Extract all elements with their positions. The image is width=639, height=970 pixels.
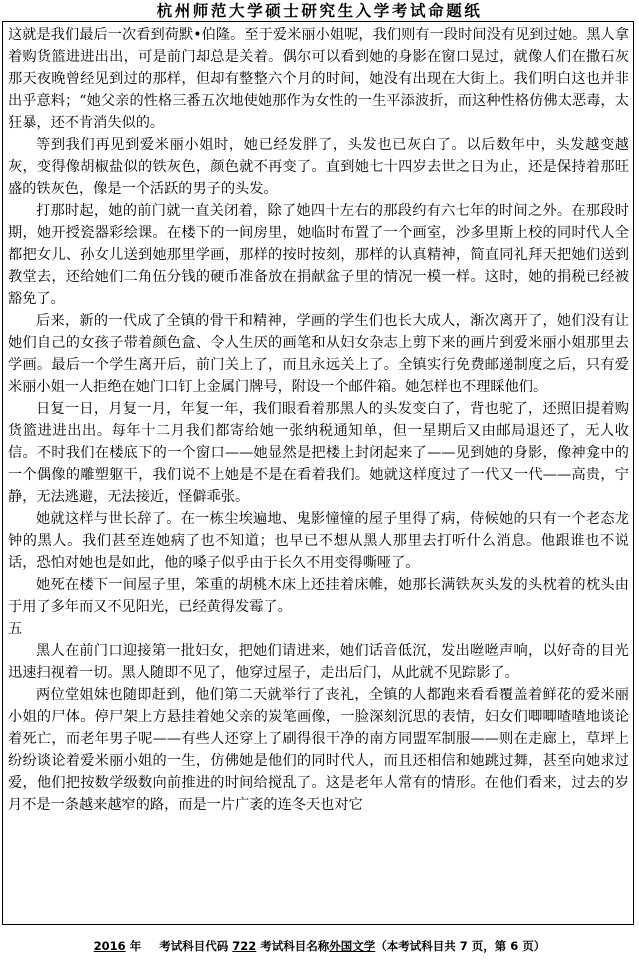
paragraph: 黑人在前门口迎接第一批妇女，把她们请进来，她们话音低沉，发出咝咝声响，以好奇的目光迅速扫视着一切。黑人随即不见了，他穿过屋子，走出后门，从此就不见踪影了。 bbox=[8, 643, 629, 681]
paragraph: 这就是我们最后一次看到荷默•伯隆。至于爱米丽小姐呢，我们则有一段时间没有见到过她。黑人拿着购货篮进进出出，可是前门却总是关着。偶尔可以看到她的身影在窗口晃过，就像人们在撒石灰那天夜晚曾经见到过的那样，但却有整整六个月的时间，她没有出现在大街上。我们明白这也并非出乎意料；“她父亲的性格三番五次地使她那作为女性的一生平添波折，而这种性格仿佛太恶毒，太狂暴，还不肯消失似的。 bbox=[8, 27, 629, 131]
paragraph: 她死在楼下一间屋子里，笨重的胡桃木床上还挂着床帷，她那长满铁灰头发的头枕着的枕头由于用了多年而又不见阳光，已经黄得发霉了。 bbox=[8, 577, 629, 615]
exam-paper-header: 杭州师范大学硕士研究生入学考试命题纸 bbox=[156, 2, 483, 20]
paragraph: 等到我们再见到爱米丽小姐时，她已经发胖了，头发也已灰白了。以后数年中，头发越变越灰，变得像胡椒盐似的铁灰色，颜色就不再变了。直到她七十四岁去世之日为止，还是保持着那旺盛的铁灰色，像是一个活跃的男子的头发。 bbox=[8, 137, 629, 197]
paragraph: 她就这样与世长辞了。在一栋尘埃遍地、鬼影憧憧的屋子里得了病，侍候她的只有一个老态龙钟的黑人。我们甚至连她病了也不知道；也早已不想从黑人那里去打听什么消息。他跟谁也不说话，恐怕对她也是如此，他的嗓子似乎由于长久不用变得嘶哑了。 bbox=[8, 511, 629, 571]
passage-body bbox=[3, 22, 633, 816]
subject-code: 722 bbox=[232, 939, 257, 953]
text-frame bbox=[2, 21, 634, 925]
paragraph: 两位堂姐妹也随即赶到，他们第二天就举行了丧礼，全镇的人都跑来看看覆盖着鲜花的爱米丽小姐的尸体。停尸架上方悬挂着她父亲的炭笔画像，一脸深刻沉思的表情，妇女们唧唧喳喳地谈论着死亡，而老年男子呢——有些人还穿上了刷得很干净的南方同盟军制服——则在走廊上，草坪上纷纷谈论着爱米丽小姐的一生，仿佛她是他们的同时代人，而且还相信和她跳过舞，甚至向她求过爱，他们把按数学级数向前推进的时间给搅乱了。这是老年人常有的情形。在他们看来，过去的岁月不是一条越来越窄的路，而是一片广袤的连冬天也对它 bbox=[8, 687, 629, 813]
subject-name: 外国文学 bbox=[329, 939, 376, 953]
exam-year: 2016 bbox=[93, 939, 126, 953]
paragraph: 后来，新的一代成了全镇的骨干和精神，学画的学生们也长大成人，渐次离开了，她们没有让她们自己的女孩子带着颜色盒、令人生厌的画笔和从妇女杂志上剪下来的画片到爱米丽小姐那里去学画。最后一个学生离开后，前门关上了，而且永远关上了。全镇实行免费邮递制度之后，只有爱米丽小姐一人拒绝在她门口钉上金属门牌号，附设一个邮件箱。她怎样也不理睬他们。 bbox=[8, 313, 629, 395]
subject-name-label: 考试科目名称 bbox=[260, 939, 330, 953]
section-number: 五 bbox=[8, 621, 23, 637]
page-count-note: （本考试科目共 7 页，第 6 页） bbox=[375, 939, 546, 953]
paragraph: 日复一日，月复一月，年复一年，我们眼看着那黑人的头发变白了，背也驼了，还照旧提着购货篮进进出出。每年十二月我们都寄给她一张纳税通知单，但一星期后又由邮局退还了，无人收信。不时我们在楼底下的一个窗口——她显然是把楼上封闭起来了——见到她的身影，像神龛中的一个偶像的雕塑躯干，我们说不上她是不是在看着我们。她就这样度过了一代又一代——高贵，宁静，无法逃避，无法接近，怪僻乖张。 bbox=[8, 401, 629, 505]
subject-code-label: 考试科目代码 bbox=[159, 939, 229, 953]
paragraph: 打那时起，她的前门就一直关闭着，除了她四十左右的那段约有六七年的时间之外。在那段时期，她开授瓷器彩绘课。在楼下的一间房里，她临时布置了一个画室，沙多里斯上校的同时代人全都把女儿、孙女儿送到她那里学画，那样的按时按刻，那样的认真精神，简直同礼拜天把她们送到教堂去，还给她们二角伍分钱的硬币准备放在捐献盆子里的情况一模一样。这时，她的捐税已经被豁免了。 bbox=[8, 203, 629, 307]
year-suffix: 年 bbox=[129, 939, 142, 953]
exam-footer bbox=[0, 938, 639, 954]
